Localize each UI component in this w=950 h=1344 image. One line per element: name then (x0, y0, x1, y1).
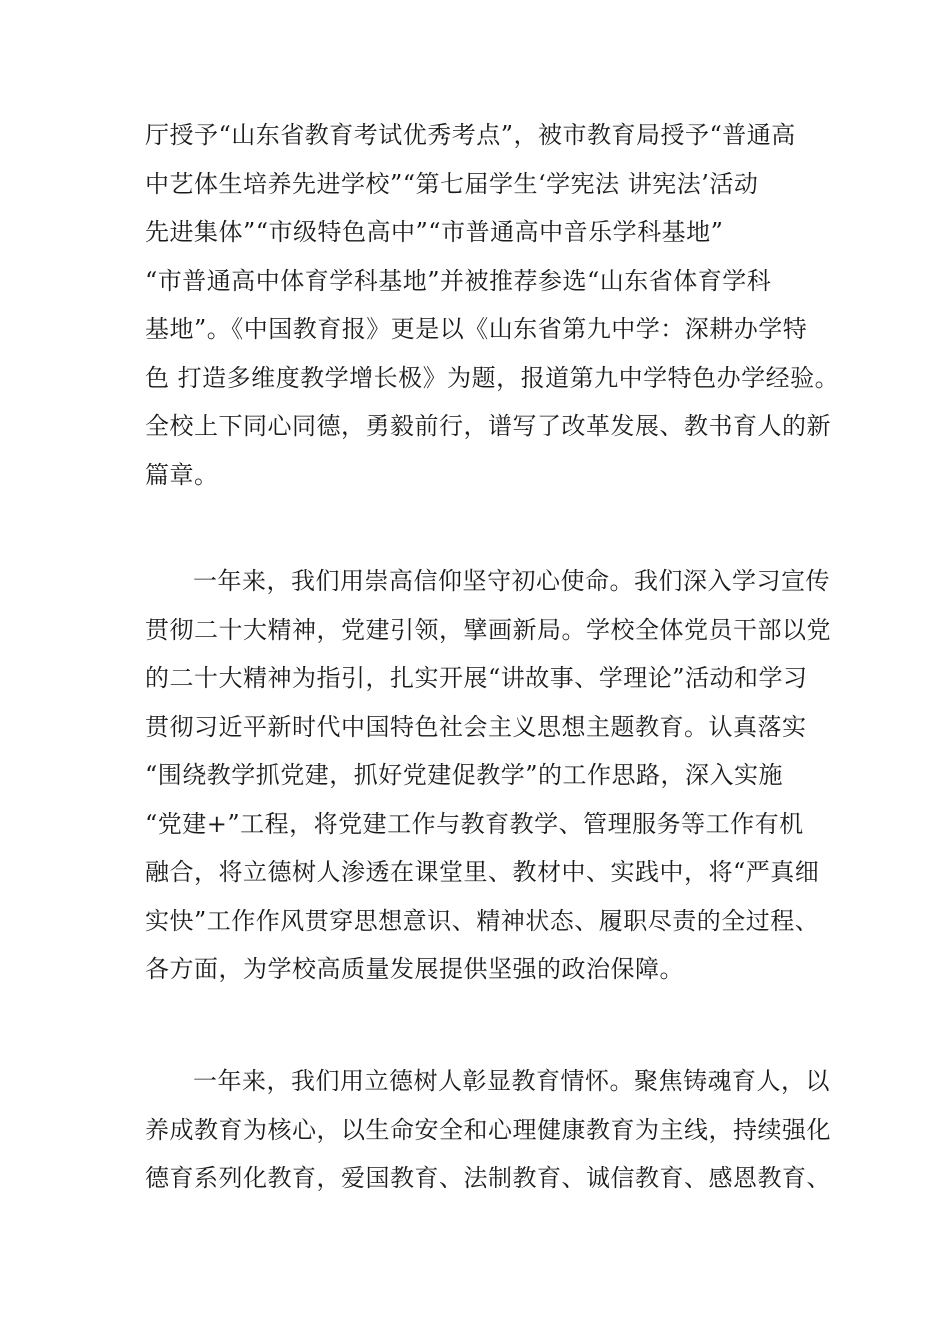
text-line: 养成教育为核心，以生命安全和心理健康教育为主线，持续强化 (145, 1115, 831, 1144)
text-line: 贯彻习近平新时代中国特色社会主义思想主题教育。认真落实 (145, 712, 807, 741)
paragraph-3 (145, 1057, 835, 1203)
text-line: 一年来，我们用立德树人彰显教育情怀。聚焦铸魂育人，以 (193, 1067, 830, 1095)
text-line: 全校上下同心同德，勇毅前行，谱写了改革发展、教书育人的新 (145, 412, 831, 440)
text-line: 德育系列化教育，爱国教育、法制教育、诚信教育、感恩教育、 (145, 1164, 831, 1192)
text-line: 色 打造多维度教学增长极》为题，报道第九中学特色办学经验。 (145, 363, 840, 392)
text-line: 各方面，为学校高质量发展提供坚强的政治保障。 (145, 955, 684, 983)
text-line: 实快”工作作风贯穿思想意识、精神状态、履职尽责的全过程、 (145, 906, 820, 935)
text-line: 融合，将立德树人渗透在课堂里、教材中、实践中，将“严真细 (145, 858, 820, 886)
text-line: 一年来，我们用崇高信仰坚守初心使命。我们深入学习宣传 (193, 567, 830, 595)
text-line: “党建+”工程，将党建工作与教育教学、管理服务等工作有机 (145, 809, 804, 838)
text-line: 基地”。《中国教育报》更是以《山东省第九中学：深耕办学特 (145, 315, 808, 343)
paragraph-2 (145, 557, 835, 994)
text-line: 贯彻二十大精神，党建引领，擘画新局。学校全体党员干部以党 (145, 615, 831, 644)
text-line: 篇章。 (145, 460, 219, 489)
text-line: 中艺体生培养先进学校”“第七届学生‘学宪法 讲宪法’活动 (145, 169, 759, 198)
text-line: “市普通高中体育学科基地”并被推荐参选“山东省体育学科 (145, 266, 772, 295)
text-line: 的二十大精神为指引，扎实开展“讲故事、学理论”活动和学习 (145, 664, 808, 692)
text-line: 厅授予“山东省教育考试优秀考点”，被市教育局授予“普通高 (145, 121, 796, 149)
text-line: “围绕教学抓党建，抓好党建促教学”的工作思路，深入实施 (145, 761, 784, 789)
text-line: 先进集体”“市级特色高中”“市普通高中音乐学科基地” (145, 218, 724, 246)
paragraph-1 (145, 111, 840, 499)
